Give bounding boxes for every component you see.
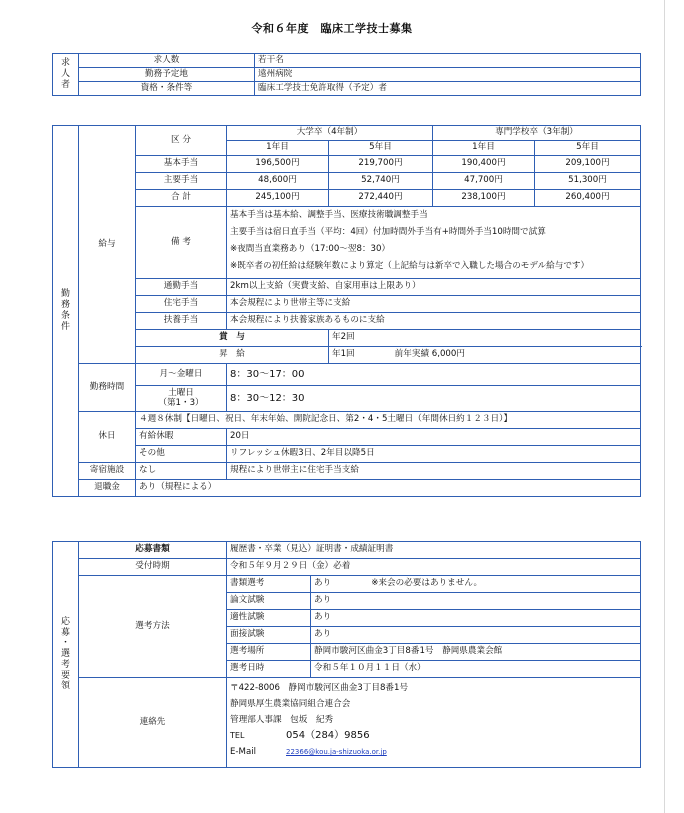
notes-cell — [227, 207, 641, 279]
commute-allowance-value: 2km以上支給（実費支給、自家用車は上限あり） — [227, 279, 641, 296]
method-row-label: 適性試験 — [227, 610, 311, 627]
family-allowance-value: 本会規程により扶養家族あるものに支給 — [227, 313, 641, 330]
salary-cell: 260,400円 — [535, 190, 641, 207]
hours-label: 勤務時間 — [79, 364, 136, 412]
docs-label: 応募書類 — [79, 542, 227, 559]
work-location-value: 遠州病院 — [255, 68, 641, 82]
year-header: 1年目 — [433, 141, 535, 156]
note-line: ※既卒者の初任給は経験年数により算定（上記給与は新卒で入職した場合のモデル給与です） — [230, 261, 590, 271]
deadline-label: 受付時期 — [79, 559, 227, 576]
salary-cell: 51,300円 — [535, 173, 641, 190]
holiday-system: ４週８休制【日曜日、祝日、年末年始、開院記念日、第2・4・5土曜日（年間休日約１２３日）】 — [136, 412, 641, 429]
note-line: 主要手当は宿日直手当（平均：4回）付加時間外手当有+時間外手当10時間で試算 — [230, 227, 546, 237]
method-row-note: ※来会の必要はありません。 — [371, 578, 483, 589]
commute-allowance-label: 通勤手当 — [136, 279, 227, 296]
univ-header: 大学卒（4年制） — [227, 126, 433, 141]
contact-person: 管理部人事課 包坂 紀秀 — [230, 715, 334, 725]
weekday-label: 月～金曜日 — [136, 364, 227, 386]
weekday-hours: 8：30～17：00 — [227, 364, 641, 386]
bonus-value: 年2回 — [329, 330, 641, 347]
method-row-value: あり — [311, 627, 641, 644]
email-link[interactable]: 22366@kou.ja-shizuoka.or.jp — [286, 748, 387, 756]
salary-cell: 47,700円 — [433, 173, 535, 190]
dorm-value: なし — [136, 463, 227, 480]
kubun-label: 区 分 — [136, 126, 227, 156]
dorm-label: 寄宿施設 — [79, 463, 136, 480]
method-row-label: 論文試験 — [227, 593, 311, 610]
salary-cell: 52,740円 — [329, 173, 433, 190]
recruit-count-value: 若干名 — [255, 54, 641, 68]
base-pay-label: 基本手当 — [136, 156, 227, 173]
note-line: 基本手当は基本給、調整手当、医療技術職調整手当 — [230, 210, 428, 220]
method-row-label: 選考日時 — [227, 661, 311, 678]
housing-allowance-label: 住宅手当 — [136, 296, 227, 313]
tel-label: TEL — [230, 731, 245, 740]
apply-section-label: 応 募 ・ 選 考 要 領 — [53, 542, 79, 768]
contact-address: 〒422-8006 静岡市駿河区曲金3丁目8番1号 — [230, 683, 409, 693]
contact-email-line — [230, 744, 637, 760]
holiday-label: 休日 — [79, 412, 136, 463]
method-row-value: 静岡市駿河区曲金3丁目8番1号 静岡県農業会館 — [311, 644, 641, 661]
contact-cell — [227, 678, 641, 768]
notes-label: 備 考 — [136, 207, 227, 279]
contact-tel-line — [230, 728, 637, 744]
salary-cell: 245,100円 — [227, 190, 329, 207]
total-label: 合 計 — [136, 190, 227, 207]
saturday-hours: 8：30～12：30 — [227, 386, 641, 412]
salary-cell: 272,440円 — [329, 190, 433, 207]
raise-extra: 前年実績 6,000円 — [394, 349, 465, 360]
salary-label: 給与 — [79, 126, 136, 364]
method-row-label: 選考場所 — [227, 644, 311, 661]
method-row-value: あり — [311, 610, 641, 627]
method-row-value: 令和５年１０月１１日（水） — [311, 661, 641, 678]
retirement-value: あり（規程による） — [136, 480, 641, 497]
contact-organization: 静岡県厚生農業協同組合連合会 — [230, 699, 351, 709]
method-row-value-cell — [311, 576, 641, 593]
application-table — [52, 541, 641, 768]
work-conditions-table — [52, 125, 641, 497]
dorm-note: 規程により世帯主に住宅手当支給 — [227, 463, 641, 480]
year-header: 5年目 — [329, 141, 433, 156]
page-title: 令和６年度 臨床工学技士募集 — [251, 22, 413, 35]
paid-leave-label: 有給休暇 — [136, 429, 227, 446]
docs-value: 履歴書・卒業（見込）証明書・成績証明書 — [227, 542, 641, 559]
recruit-count-label: 求人数 — [79, 54, 255, 68]
contact-label: 連絡先 — [79, 678, 227, 768]
salary-cell: 196,500円 — [227, 156, 329, 173]
work-section-label: 勤 務 条 件 — [53, 126, 79, 497]
method-row-value: あり — [311, 593, 641, 610]
email-label: E-Mail — [230, 747, 256, 757]
salary-cell: 48,600円 — [227, 173, 329, 190]
method-label: 選考方法 — [79, 576, 227, 678]
salary-cell: 219,700円 — [329, 156, 433, 173]
saturday-label-cell — [136, 386, 227, 412]
other-leave-value: リフレッシュ休暇3日、2年目以降5日 — [227, 446, 641, 463]
housing-allowance-value: 本会規程により世帯主等に支給 — [227, 296, 641, 313]
method-row-label: 書類選考 — [227, 576, 311, 593]
paid-leave-value: 20日 — [227, 429, 641, 446]
salary-cell: 238,100円 — [433, 190, 535, 207]
year-header: 1年目 — [227, 141, 329, 156]
deadline-value: 令和５年９月２９日（金）必着 — [227, 559, 641, 576]
recruit-section-label: 求 人 者 — [53, 54, 79, 96]
method-row-value: あり — [314, 578, 332, 589]
saturday-label: 土曜日 — [168, 388, 194, 399]
saturday-sub-label: （第1・3） — [158, 397, 204, 408]
bonus-label: 賞 与 — [136, 330, 329, 347]
note-line: ※夜間当直業務あり（17:00～翌8：30） — [230, 244, 391, 254]
qualification-label: 資格・条件等 — [79, 82, 255, 96]
retirement-label: 退職金 — [79, 480, 136, 497]
raise-label: 昇 給 — [136, 347, 329, 364]
salary-cell: 190,400円 — [433, 156, 535, 173]
main-allowance-label: 主要手当 — [136, 173, 227, 190]
recruit-table — [52, 53, 641, 96]
tel-value: 054（284）9856 — [286, 730, 370, 741]
raise-value-cell — [329, 347, 641, 364]
college-header: 専門学校卒（3年制） — [433, 126, 641, 141]
work-location-label: 勤務予定地 — [79, 68, 255, 82]
other-leave-label: その他 — [136, 446, 227, 463]
family-allowance-label: 扶養手当 — [136, 313, 227, 330]
salary-cell: 209,100円 — [535, 156, 641, 173]
raise-value: 年1回 — [332, 349, 355, 360]
method-row-label: 面接試験 — [227, 627, 311, 644]
year-header: 5年目 — [535, 141, 641, 156]
qualification-value: 臨床工学技士免許取得（予定）者 — [255, 82, 641, 96]
